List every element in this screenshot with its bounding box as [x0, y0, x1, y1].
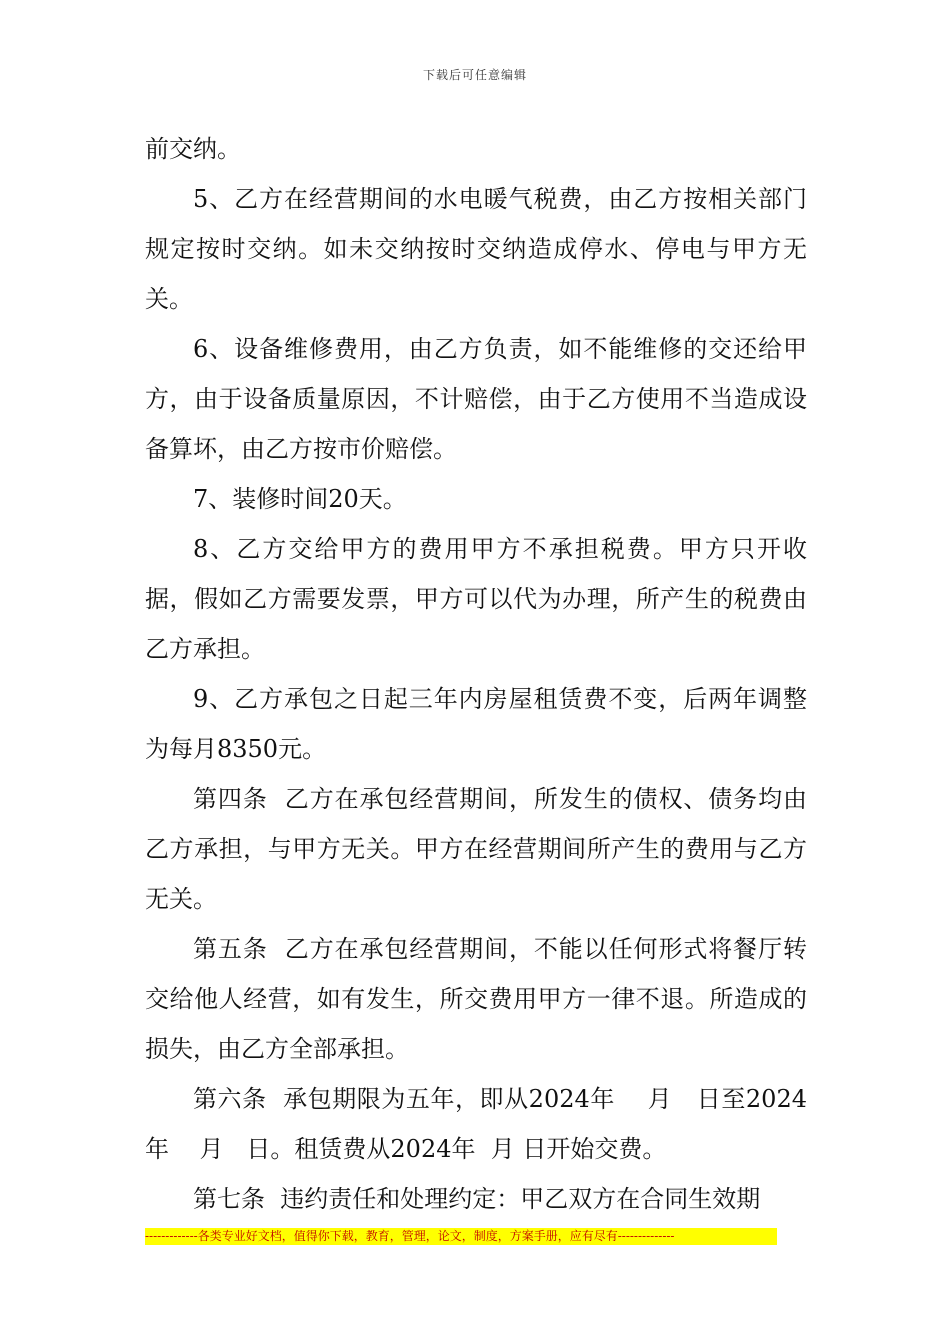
document-body	[145, 124, 807, 1224]
paragraph-article-6: 第六条 承包期限为五年，即从2024年 月 日至2024年 月 日。租赁费从2024年 月 日开始交费。	[145, 1085, 807, 1163]
paragraph-article-5: 第五条 乙方在承包经营期间，不能以任何形式将餐厅转交给他人经营，如有发生，所交费用甲方一律不退。所造成的损失，由乙方全部承担。	[145, 935, 807, 1063]
paragraph-item-8: 8、乙方交给甲方的费用甲方不承担税费。甲方只开收据，假如乙方需要发票，甲方可以代为办理，所产生的税费由乙方承担。	[145, 535, 807, 663]
paragraph-item-5: 5、乙方在经营期间的水电暖气税费，由乙方按相关部门规定按时交纳。如未交纳按时交纳造成停水、停电与甲方无关。	[145, 185, 807, 313]
paragraph-item-7: 7、装修时间20天。	[193, 485, 407, 513]
page-footer-banner: -------------各类专业好文档，值得你下载，教育，管理，论文，制度，方案手册，应有尽有--------------	[145, 1228, 777, 1245]
paragraph-article-7: 第七条 违约责任和处理约定：甲乙双方在合同生效期	[193, 1185, 761, 1213]
paragraph-continuation: 前交纳。	[145, 135, 241, 163]
page-header: 下载后可任意编辑	[422, 68, 527, 82]
paragraph-article-4: 第四条 乙方在承包经营期间，所发生的债权、债务均由乙方承担，与甲方无关。甲方在经营期间所产生的费用与乙方无关。	[145, 785, 807, 913]
paragraph-item-6: 6、设备维修费用，由乙方负责，如不能维修的交还给甲方，由于设备质量原因，不计赔偿，由于乙方使用不当造成设备算坏，由乙方按市价赔偿。	[145, 335, 807, 463]
paragraph-item-9: 9、乙方承包之日起三年内房屋租赁费不变，后两年调整为每月8350元。	[145, 685, 807, 763]
